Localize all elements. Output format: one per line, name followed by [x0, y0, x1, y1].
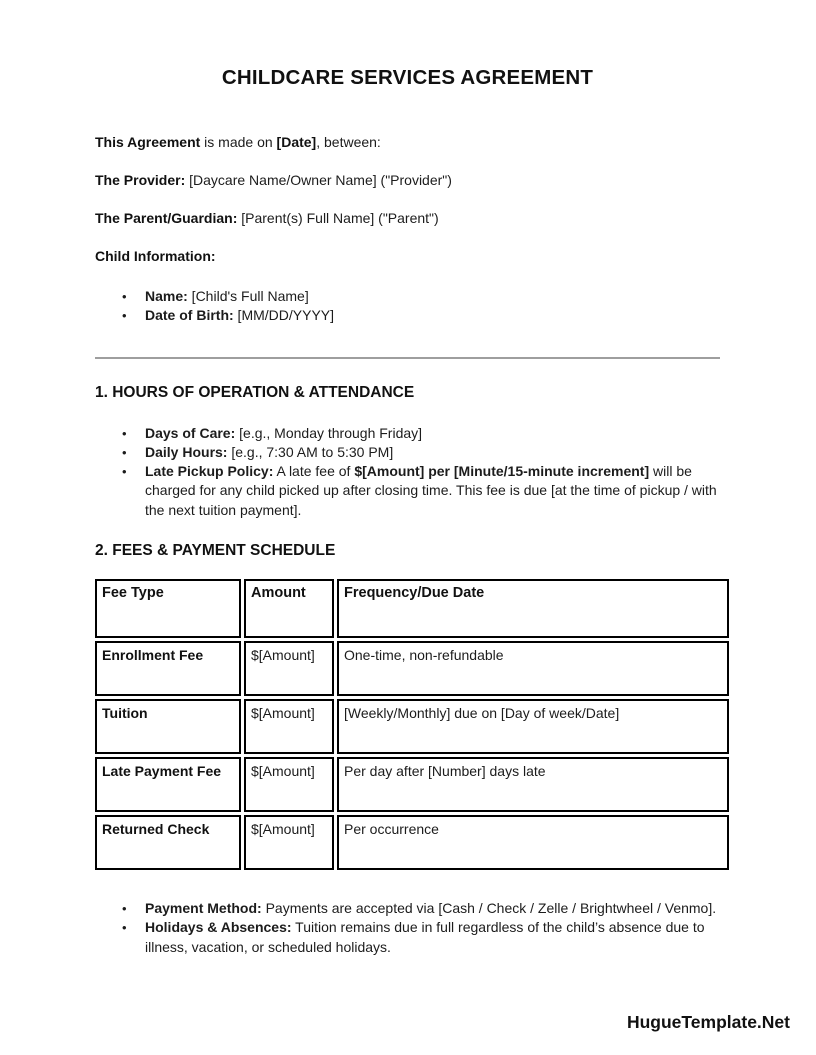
section-divider: [95, 357, 720, 359]
list-item-child-dob: • Date of Birth: [MM/DD/YYYY]: [145, 306, 720, 325]
list-item-daily-hours: • Daily Hours: [e.g., 7:30 AM to 5:30 PM]: [145, 443, 720, 462]
child-info-list: [95, 287, 720, 326]
child-information-heading: Child Information:: [95, 248, 216, 264]
payment-terms-list: [95, 899, 720, 957]
table-row: [95, 815, 729, 870]
table-cell-frequency: One-time, non-refundable: [337, 641, 729, 696]
table-cell-frequency: Per occurrence: [337, 815, 729, 870]
table-header-fee-type: Fee Type: [95, 579, 241, 638]
table-cell-frequency: [Weekly/Monthly] due on [Day of week/Date]: [337, 699, 729, 754]
agreement-made-on-line: This Agreement is made on [Date], between:: [95, 134, 381, 150]
hours-attendance-list: [95, 424, 720, 520]
table-cell-fee-type: Tuition: [95, 699, 241, 754]
fees-table: [92, 576, 732, 873]
table-row: [95, 699, 729, 754]
table-cell-amount: $[Amount]: [244, 815, 334, 870]
section-1-heading: 1. HOURS OF OPERATION & ATTENDANCE: [95, 383, 415, 401]
table-cell-amount: $[Amount]: [244, 641, 334, 696]
table-cell-fee-type: Late Payment Fee: [95, 757, 241, 812]
list-item-late-pickup-policy: • Late Pickup Policy: A late fee of $[Amount] per [Minute/15-minute increment] will be charged for any child picked up after closing time. This fee is due [at the time of pickup / with the next tuition payment].: [145, 462, 720, 520]
table-header-amount: Amount: [244, 579, 334, 638]
table-cell-frequency: Per day after [Number] days late: [337, 757, 729, 812]
table-header-row: [95, 579, 729, 638]
table-cell-amount: $[Amount]: [244, 757, 334, 812]
list-item-child-name: • Name: [Child's Full Name]: [145, 287, 720, 306]
table-row: [95, 757, 729, 812]
table-cell-fee-type: Enrollment Fee: [95, 641, 241, 696]
provider-line: The Provider: [Daycare Name/Owner Name] ("Provider"): [95, 172, 452, 188]
list-item-payment-method: • Payment Method: Payments are accepted via [Cash / Check / Zelle / Brightwheel / Venmo].: [145, 899, 720, 918]
table-cell-amount: $[Amount]: [244, 699, 334, 754]
table-cell-fee-type: Returned Check: [95, 815, 241, 870]
document-title: CHILDCARE SERVICES AGREEMENT: [221, 66, 594, 89]
parent-guardian-line: The Parent/Guardian: [Parent(s) Full Name] ("Parent"): [95, 210, 439, 226]
table-row: [95, 641, 729, 696]
table-header-frequency: Frequency/Due Date: [337, 579, 729, 638]
template-watermark: HugueTemplate.Net: [626, 1012, 790, 1032]
list-item-holidays-absences: • Holidays & Absences: Tuition remains due in full regardless of the child’s absence due to illness, vacation, or scheduled holidays.: [145, 918, 720, 957]
list-item-days-of-care: • Days of Care: [e.g., Monday through Friday]: [145, 424, 720, 443]
section-2-heading: 2. FEES & PAYMENT SCHEDULE: [95, 542, 336, 560]
